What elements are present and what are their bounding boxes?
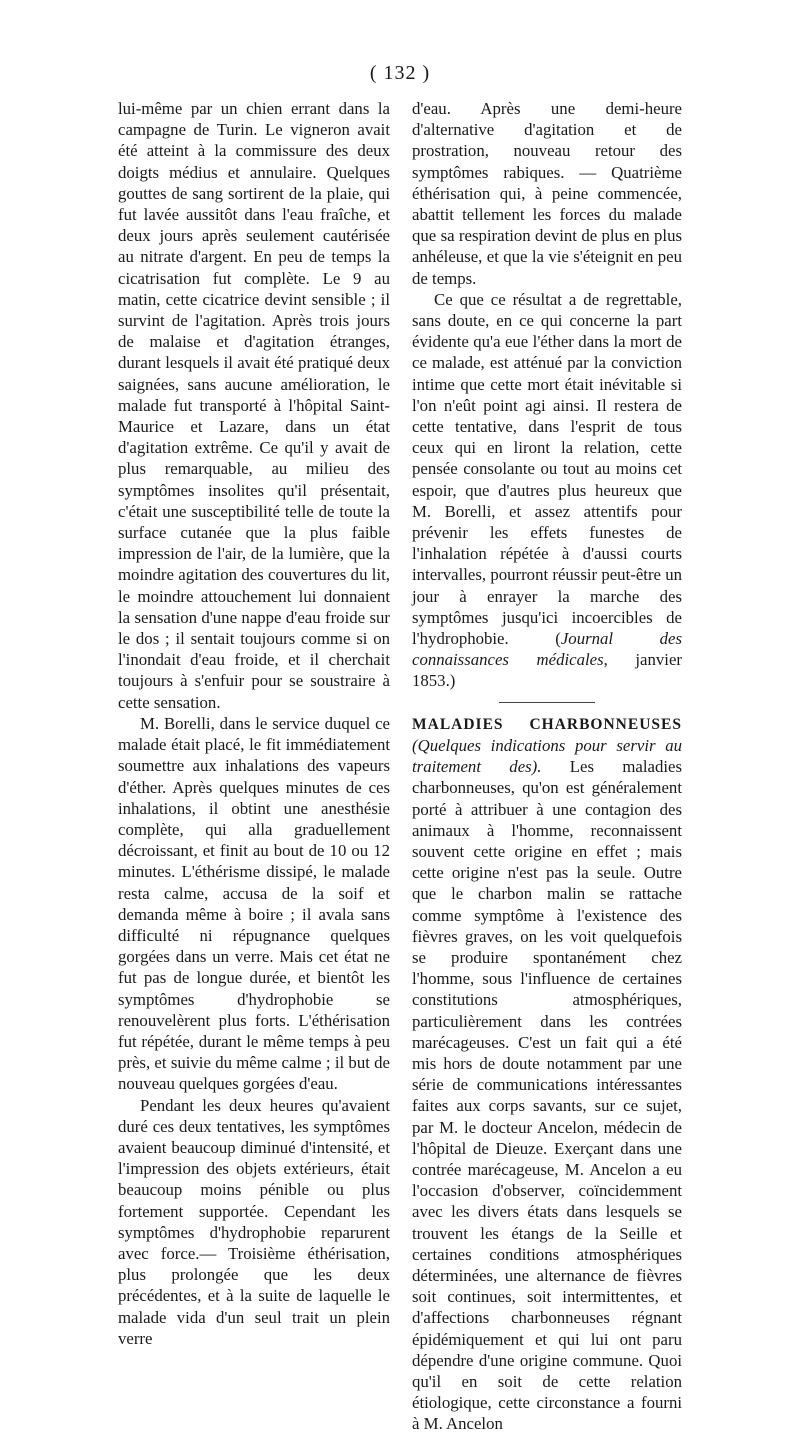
right-paragraph-2 xyxy=(412,289,682,692)
left-paragraph-2: M. Borelli, dans le service duquel ce malade était placé, le fit immédiatement soumettre aux inhalations des vapeurs d'éther. Après quelques minutes de ces inhalations, il obtint une anesthésie complète, qui alla graduellement décroissant, et finit au bout de 10 ou 12 minutes. L'éthérisme dissipé, le malade resta calme, accusa de la soif et demanda même à boire ; il avala sans difficulté ni répugnance quelques gorgées dans un verre. Mais cet état ne fut pas de longue durée, et bientôt les symptômes d'hydrophobie se renouvelèrent plus forts. L'éthérisation fut répétée, durant le même temps à peu près, et suivie du même calme ; il but de nouveau quelques gorgées d'eau. xyxy=(118,713,390,1094)
section-subtitle: (Quelques indications pour servir au traitement des). xyxy=(412,735,682,777)
journal-citation: Journal des connaissances médicales xyxy=(412,629,682,670)
right-paragraph-1: d'eau. Après une demi-heure d'alternative d'agitation et de prostration, nouveau retour des symptômes rabiques. — Quatrième éthérisation qui, à peine commencée, abattit tellement les forces du malade que sa respiration devint de plus en plus anhéleuse, et que la vie s'éteignit en peu de temps. xyxy=(412,99,682,288)
section-paragraph xyxy=(412,713,682,1435)
left-paragraph-1: lui-même par un chien errant dans la campagne de Turin. Le vigneron avait été atteint à la commissure des deux doigts médius et annulaire. Quelques gouttes de sang sortirent de la plaie, qui fut lavée aussitôt dans l'eau fraîche, et deux jours après seulement cautérisée au nitrate d'argent. En peu de temps la cicatrisation fut complète. Le 9 au matin, cette cicatrice devint sensible ; il survint de l'agitation. Après trois jours de malaise et d'agitation étranges, durant lesquels il avait été pratiqué deux saignées, sans aucune amélioration, le malade fut transporté à l'hôpital Saint-Maurice et Lazare, dans un état d'agitation extrême. Ce qu'il y avait de plus remarquable, au milieu des symptômes insolites qu'il présentait, c'était une susceptibilité telle de toute la surface cutanée que la plus faible impression de l'air, de la lumière, que la moindre agitation des couvertures du lit, le moindre attouchement lui donnaient la sensation d'une nappe d'eau froide sur le dos ; il sentait toujours comme si on l'inondait d'eau froide, et il cherchait toujours à s'enfuir pour se soustraire à cette sensation. xyxy=(118,99,390,712)
right-paragraph-2-text: Ce que ce résultat a de regrettable, sans doute, en ce qui concerne la part évidente qu'a eue l'éther dans la mort de ce malade, est atténué par la conviction intime que cette mort était inévitable si l'on n'eût point agi ainsi. Il restera de cette tentative, dans l'esprit de tous ceux qui en liront la relation, cette pensée consolante ou tout au moins cet espoir, que d'autres plus heureux que M. Borelli, et assez attentifs pour prévenir les effets funestes de l'inhalation répétée à d'aussi courts intervalles, pourront réussir peut-être un jour à enrayer la marche des symptômes jusqu'ici incoercibles de l'hydrophobie. ( xyxy=(412,289,682,649)
right-paragraph-3: Les maladies charbonneuses, qu'on est généralement porté à attribuer à une contagion des animaux à l'homme, reconnaissent souvent cette origine en effet ; mais cette origine n'est pas la seule. Outre que le charbon malin se rattache comme symptôme à l'existence des fièvres graves, on les voit quelquefois se produire spontanément chez l'homme, sous l'influence de certaines constitutions atmosphériques, particulièrement dans les contrées marécageuses. C'est un fait qui a été mis hors de doute notamment par une série de communications intéressantes faites aux corps savants, sur ce sujet, par M. le docteur Ancelon, médecin de l'hôpital de Dieuze. Exerçant dans une contrée marécageuse, M. Ancelon a eu l'occasion d'observer, coïncidemment avec les divers états dans lesquels se trouvent les étangs de la Seille et certaines conditions atmosphériques déterminées, une alternance de fièvres soit continues, soit intermittentes, et d'affections charbonneuses régnant épidémiquement et qui lui ont paru dépendre d'une origine commune. Quoi qu'il en soit de cette relation étiologique, cette circonstance a fourni à M. Ancelon xyxy=(412,757,683,1434)
section-divider xyxy=(499,702,595,703)
left-paragraph-3: Pendant les deux heures qu'avaient duré ces deux tentatives, les symptômes avaient beaucoup diminué d'intensité, et l'impression des objets extérieurs, était beaucoup moins pénible ou plus fortement supportée. Cependant les symptômes d'hydrophobie reparurent avec force.— Troisième éthérisation, plus prolongée que les deux précédentes, et à la suite de laquelle le malade vida d'un seul trait un plein verre xyxy=(118,1095,390,1348)
page-number: ( 132 ) xyxy=(369,62,431,84)
left-column xyxy=(118,98,390,1349)
right-column xyxy=(412,98,682,1435)
citation-date: , janvier 1853.) xyxy=(412,650,682,691)
section-heading: MALADIES CHARBONNEUSES xyxy=(412,715,682,733)
